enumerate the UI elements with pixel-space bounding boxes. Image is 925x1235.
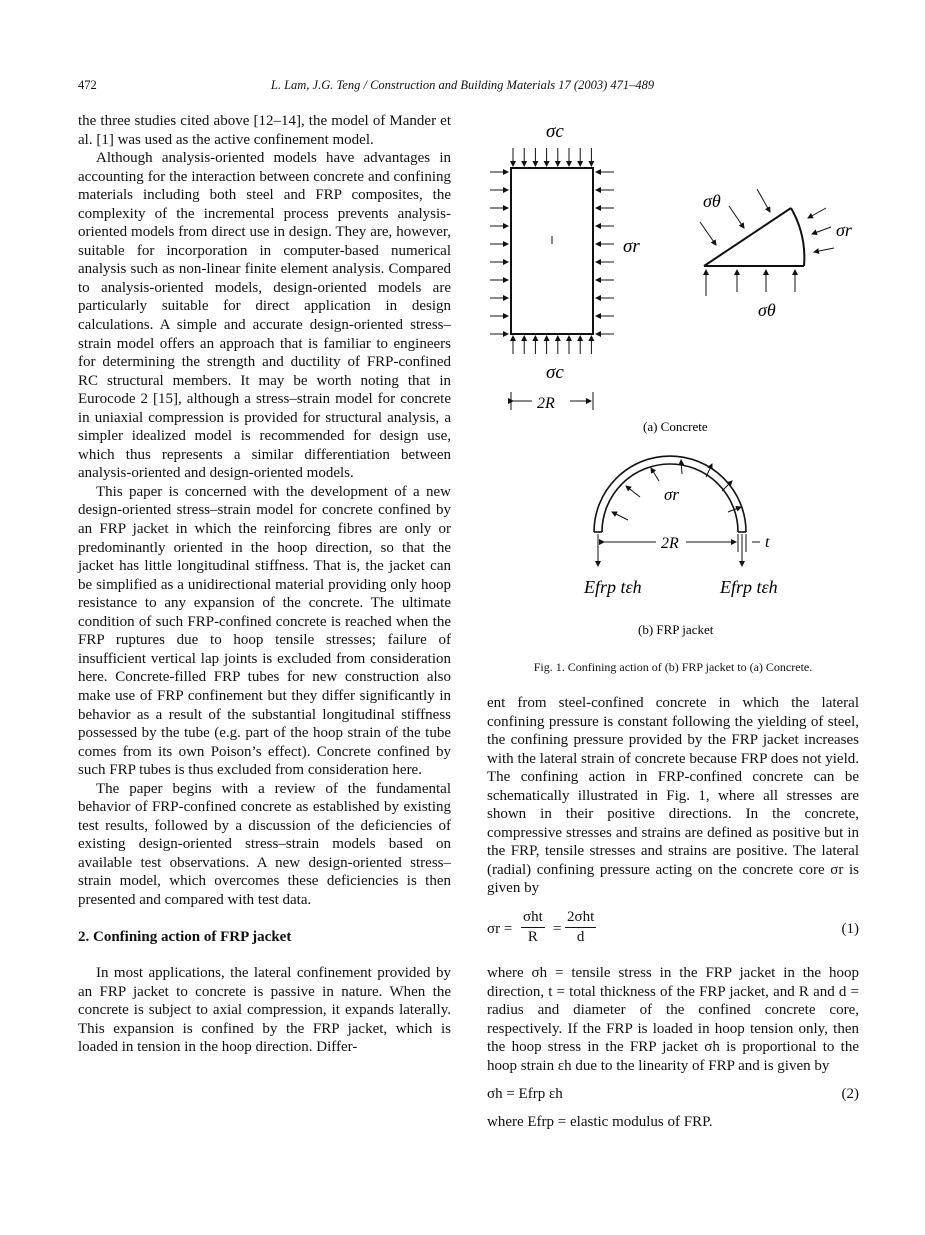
dimension-2R-a — [511, 392, 593, 410]
label-sigma-theta-bottom: σθ — [758, 300, 776, 320]
eq1-lhs: σr = — [487, 921, 513, 938]
label-force-left: Efrp tεh — [584, 577, 642, 597]
paragraph: where σh = tensile stress in the FRP jacket in the hoop direction, t = total thickness of the FRP jacket, and R and d = radius and diameter of the confined concrete core, respectively. If the FRP is loaded in hoop tension only, then the hoop stress in the FRP jacket σh is proportional to the hoop strain εh due to the linearity of FRP and is given by — [487, 965, 859, 1074]
label-force-right: Efrp tεh — [720, 577, 778, 597]
subcaption-a: (a) Concrete — [643, 419, 708, 434]
paragraph: where Efrp = elastic modulus of FRP. — [487, 1114, 713, 1131]
page-number: 472 — [78, 78, 97, 92]
paragraph: Although analysis-oriented models have advantages in accounting for the interaction between concrete and confining materials including both steel and FRP composites, the complexity of the incremental process prevents analysis-oriented models from direct use in design. They are, however, suitable for incorporation in computer-based numerical analysis such as non-linear finite element analysis. Compared to analysis-oriented models, design-oriented models are particularly suitable for direct application in design calculations. A simple and accurate design-oriented stress–strain model offers an approach that is familiar to engineers for determining the strength and ductility of FRP-confined RC structural members. It may be worth noting that in Eurocode 2 [15], although a stress–strain model for concrete in uniaxial compression is provided for structural analysis, a simpler idealized model is recommended for design use, which thus represents a similar differentiation between analysis-oriented and design-oriented models. — [78, 150, 451, 482]
subcaption-b: (b) FRP jacket — [638, 622, 714, 637]
hoop-force-arrows — [598, 534, 742, 566]
concrete-cylinder — [511, 168, 593, 334]
section-heading: 2. Confining action of FRP jacket — [78, 928, 292, 945]
frp-jacket — [594, 456, 746, 532]
label-sigma-c-top: σc — [546, 121, 564, 142]
dimension-2R-b — [604, 534, 760, 552]
figure-caption: Fig. 1. Confining action of (b) FRP jacket to (a) Concrete. — [533, 660, 813, 674]
concrete-wedge — [704, 208, 804, 266]
label-sigma-theta-top: σθ — [703, 191, 721, 211]
label-sigma-r: σr — [623, 236, 640, 257]
paragraph: The paper begins with a review of the fundamental behavior of FRP-confined concrete as established by existing test results, followed by a discussion of the deficiencies of existing design-oriented stress–strain models based on available test observations. A new design-oriented stress–strain model, which overcomes these deficiencies is then presented and compared with test data. — [78, 780, 451, 908]
eq1-frac2-den: d — [576, 928, 585, 945]
eq2-number: (2) — [841, 1086, 859, 1103]
label-2R-a: 2R — [537, 395, 555, 412]
paragraph: ent from steel-confined concrete in which the lateral confining pressure is constant following the yielding of steel, the confining pressure provided by the FRP jacket increases with the lateral strain of concrete because FRP does not yield. The confining action in FRP-confined concrete can be schematically illustrated in Fig. 1, where all stresses are shown in their positive directions. In the concrete, compressive stresses and strains are defined as positive but in the FRP, tensile stresses and strains are positive. The lateral (radial) confining pressure acting on the concrete core σr is given by — [487, 695, 859, 897]
right-column — [487, 694, 859, 1132]
label-sigma-r-b: σr — [664, 485, 679, 504]
wedge-arrows — [700, 189, 834, 296]
label-sigma-r-wedge: σr — [836, 220, 852, 240]
eq1-fraction-2 — [565, 908, 596, 946]
eq1-frac1-den: R — [527, 928, 538, 945]
paragraph: the three studies cited above [12–14], the model of Mander et al. [1] was used as the active confinement model. — [78, 113, 451, 148]
eq1-number: (1) — [841, 921, 859, 938]
equation-1 — [487, 908, 859, 954]
left-column — [78, 112, 451, 1057]
paragraph: This paper is concerned with the development of a new design-oriented stress–strain model for concrete confined by an FRP jacket in which the reinforcing fibres are only or predominantly oriented in the hoop direction, so that the jacket has little longitudinal stiffness. That is, the jacket can be simplified as a unidirectional material providing only hoop resistance to any expansion of the concrete. The ultimate condition of such FRP-confined concrete is reached when the FRP ruptures due to hoop tensile stresses; failure of insufficient vertical lap joints is excluded from consideration here. Concrete-filled FRP tubes for new construction also make use of FRP confinement but they differ significantly in behavior as a result of the substantial longitudinal stiffness possessed by the tube (e.g. part of the hoop strain of the tube comes from its own Poison’s effect). Concrete confined by such FRP tubes is thus excluded from consideration here. — [78, 483, 451, 779]
eq1-frac1-num: σht — [521, 908, 545, 928]
eq1-equals: = — [553, 921, 562, 938]
eq1-frac2-num: 2σht — [565, 908, 596, 928]
lateral-stress-arrows-right — [596, 172, 614, 334]
paragraph: In most applications, the lateral confinement provided by an FRP jacket to concrete is passive in nature. When the concrete is subject to axial compression, it expands laterally. This expansion is confined by the FRP jacket, which is loaded in tension in the hoop direction. Differ- — [78, 965, 451, 1056]
equation-2 — [487, 1085, 859, 1109]
label-2R-b: 2R — [661, 535, 679, 552]
running-title: L. Lam, J.G. Teng / Construction and Building Materials 17 (2003) 471–489 — [270, 78, 655, 92]
label-t: t — [765, 534, 770, 551]
axial-stress-arrows-top — [513, 148, 591, 166]
eq1-fraction-1 — [521, 908, 545, 946]
eq2-body: σh = Efrp εh — [487, 1086, 563, 1103]
axial-stress-arrows-bottom — [513, 336, 591, 354]
label-sigma-c-bottom: σc — [546, 362, 564, 383]
lateral-stress-arrows-left — [490, 172, 508, 334]
jacket-pressure-arrows — [612, 460, 741, 520]
